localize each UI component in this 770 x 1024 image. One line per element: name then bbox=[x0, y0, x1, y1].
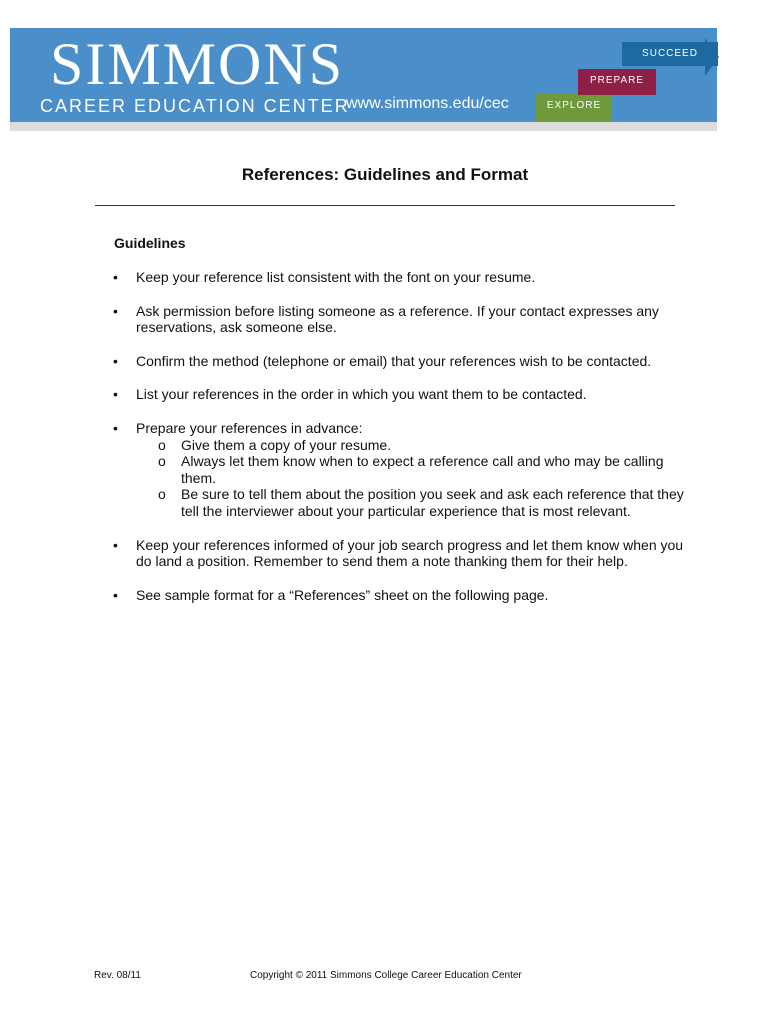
sub-list-item-text: Be sure to tell them about the position you seek and ask each reference that they tell the interviewer about your particular experience that is most relevant. bbox=[181, 486, 684, 519]
brand-logo-text: SIMMONS bbox=[50, 31, 345, 97]
arrow-right-icon bbox=[705, 38, 719, 76]
revision-note: Rev. 08/11 bbox=[94, 970, 141, 981]
sub-list-item bbox=[136, 437, 688, 454]
sub-list-item-text: Always let them know when to expect a reference call and who may be calling them. bbox=[181, 453, 664, 486]
list-item bbox=[113, 537, 688, 570]
guidelines-list bbox=[113, 269, 688, 620]
list-item bbox=[113, 420, 688, 520]
sub-bullet-icon: o bbox=[158, 453, 166, 470]
bullet-icon: • bbox=[113, 269, 118, 285]
header-banner bbox=[10, 28, 717, 131]
sub-list-item-text: Give them a copy of your resume. bbox=[181, 436, 392, 453]
list-item-text: Keep your reference list consistent with the font on your resume. bbox=[136, 269, 536, 285]
section-heading: Guidelines bbox=[114, 235, 186, 251]
succeed-step: SUCCEED bbox=[622, 42, 718, 66]
bullet-icon: • bbox=[113, 352, 118, 369]
sub-list-item bbox=[136, 486, 688, 519]
copyright-notice: Copyright © 2011 Simmons College Career Education Center bbox=[250, 970, 522, 981]
center-name: CAREER EDUCATION CENTER bbox=[40, 96, 350, 116]
bullet-icon: • bbox=[113, 386, 118, 403]
list-item bbox=[113, 269, 688, 286]
list-item-text: Confirm the method (telephone or email) that your references wish to be contacted. bbox=[136, 352, 652, 369]
banner-bottom-strip bbox=[10, 122, 717, 131]
list-item-text: Prepare your references in advance: bbox=[136, 419, 363, 436]
sub-list-item bbox=[136, 453, 688, 486]
list-item bbox=[113, 303, 688, 336]
prepare-step: PREPARE bbox=[578, 69, 656, 95]
explore-step: EXPLORE bbox=[536, 94, 612, 121]
sub-bullet-icon: o bbox=[158, 486, 166, 503]
sub-bullet-icon: o bbox=[158, 436, 166, 453]
title-divider bbox=[95, 205, 675, 206]
list-item-text: See sample format for a “References” sheet on the following page. bbox=[136, 586, 549, 603]
website-url: www.simmons.edu/cec bbox=[346, 95, 509, 112]
bullet-icon: • bbox=[113, 302, 118, 319]
list-item bbox=[113, 386, 688, 403]
bullet-icon: • bbox=[113, 586, 118, 603]
list-item-text: List your references in the order in which you want them to be contacted. bbox=[136, 386, 587, 403]
list-item-text: Keep your references informed of your job search progress and let them know when you do land a position. Remember to send them a note thanking them for their help. bbox=[136, 536, 684, 570]
list-item bbox=[113, 587, 688, 604]
document-title: References: Guidelines and Format bbox=[241, 165, 529, 184]
bullet-icon: • bbox=[113, 419, 118, 436]
bullet-icon: • bbox=[113, 536, 118, 553]
list-item bbox=[113, 353, 688, 370]
list-item-text: Ask permission before listing someone as a reference. If your contact expresses any reservations, ask someone else. bbox=[136, 302, 659, 336]
